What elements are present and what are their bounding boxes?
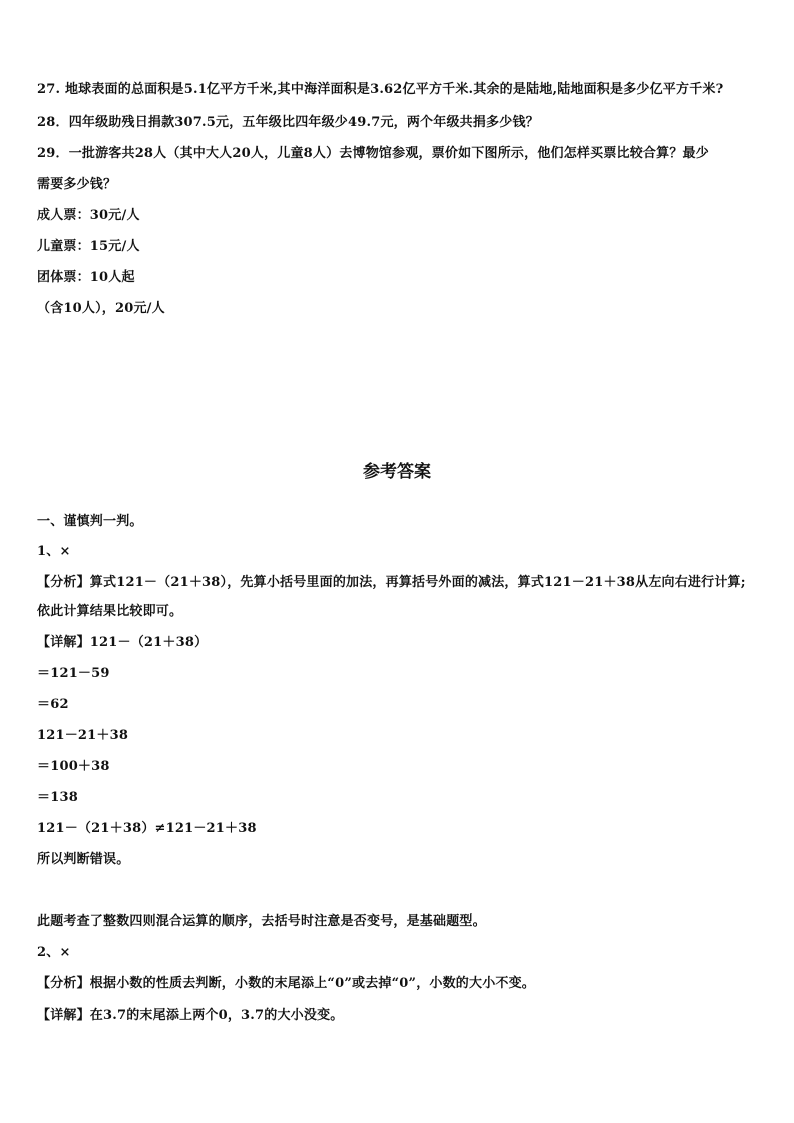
question-28: 28．四年级助残日捐款307.5元，五年级比四年级少49.7元，两个年级共捐多少钱？ xyxy=(37,115,539,130)
answer-1-conclusion: 所以判断错误。 xyxy=(37,852,130,867)
answer-2-label: 2、× xyxy=(37,945,71,960)
answer-1-step-5: ＝138 xyxy=(37,790,78,805)
price-group: 团体票：10人起 xyxy=(37,270,135,285)
answer-1-step-2: ＝62 xyxy=(37,697,69,712)
answer-1-step-3: 121－21＋38 xyxy=(37,728,129,743)
answer-2-analysis: 【分析】根据小数的性质去判断，小数的末尾添上“0”或去掉“0”，小数的大小不变。 xyxy=(37,976,536,991)
answer-2-detail: 【详解】在3.7的末尾添上两个0，3.7的大小没变。 xyxy=(37,1008,344,1023)
question-29-line-2: 需要多少钱？ xyxy=(37,177,117,192)
answers-title: 参考答案 xyxy=(363,462,431,482)
price-adult: 成人票：30元/人 xyxy=(37,208,140,223)
answer-1-detail: 【详解】121－（21＋38） xyxy=(37,635,208,650)
question-29-line-1: 29．一批游客共28人（其中大人20人，儿童8人）去博物馆参观，票价如下图所示，他们怎样买票比较合算？最少 xyxy=(37,146,709,161)
question-27: 27. 地球表面的总面积是5.1亿平方千米,其中海洋面积是3.62亿平方千米.其余的是陆地,陆地面积是多少亿平方千米? xyxy=(37,82,724,97)
answer-1-note: 此题考查了整数四则混合运算的顺序，去括号时注意是否变号，是基础题型。 xyxy=(37,914,486,929)
section-heading: 一、谨慎判一判。 xyxy=(37,514,143,529)
answer-1-step-6: 121－（21＋38）≠121－21＋38 xyxy=(37,821,257,836)
answer-1-label: 1、× xyxy=(37,544,71,559)
answer-1-analysis-line-2: 依此计算结果比较即可。 xyxy=(37,604,183,619)
answer-1-step-1: ＝121－59 xyxy=(37,666,110,681)
price-group-note: （含10人），20元/人 xyxy=(37,301,165,316)
price-child: 儿童票：15元/人 xyxy=(37,239,140,254)
answer-1-step-4: ＝100＋38 xyxy=(37,759,110,774)
answer-1-analysis-line-1: 【分析】算式121－（21＋38），先算小括号里面的加法，再算括号外面的减法，算式121－21＋38从左向右进行计算; xyxy=(37,575,746,590)
